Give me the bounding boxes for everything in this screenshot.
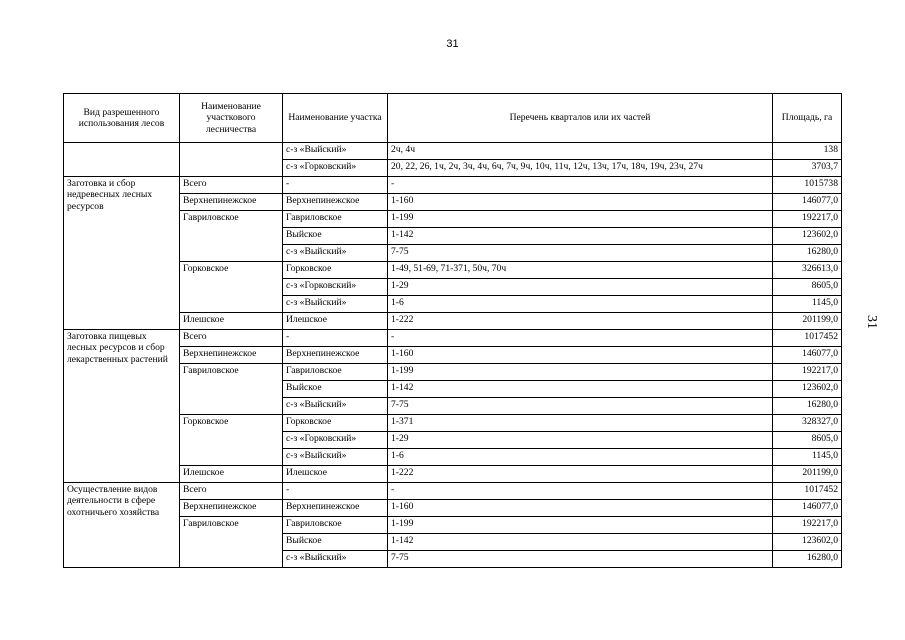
cell-quarters: 1-6 (388, 296, 773, 313)
cell-plot: - (283, 330, 388, 347)
header-area: Площадь, га (773, 94, 842, 143)
table-header-row (64, 94, 842, 143)
cell-quarters: 7-75 (388, 398, 773, 415)
cell-area: 1015738 (773, 177, 842, 194)
cell-area: 201199,0 (773, 313, 842, 330)
cell-district: Всего (180, 483, 283, 500)
cell-plot: Гавриловское (283, 517, 388, 534)
table-row (64, 483, 842, 500)
table-row (64, 143, 842, 160)
forest-use-table (63, 93, 842, 568)
cell-district: Горковское (180, 262, 283, 313)
cell-quarters: 1-222 (388, 466, 773, 483)
cell-quarters: 1-142 (388, 534, 773, 551)
cell-area: 1145,0 (773, 296, 842, 313)
cell-area: 16280,0 (773, 245, 842, 262)
cell-area: 146077,0 (773, 194, 842, 211)
cell-plot: с-з «Выйский» (283, 551, 388, 568)
cell-area: 1017452 (773, 483, 842, 500)
cell-plot: Гавриловское (283, 364, 388, 381)
cell-quarters: - (388, 330, 773, 347)
cell-quarters: 1-6 (388, 449, 773, 466)
table-row (64, 364, 842, 381)
header-plot: Наименование участка (283, 94, 388, 143)
cell-quarters: 1-199 (388, 364, 773, 381)
cell-area: 326613,0 (773, 262, 842, 279)
cell-quarters: 1-29 (388, 279, 773, 296)
table-row (64, 517, 842, 534)
cell-area: 201199,0 (773, 466, 842, 483)
cell-plot: - (283, 483, 388, 500)
cell-plot: с-з «Выйский» (283, 296, 388, 313)
cell-quarters: 1-142 (388, 228, 773, 245)
cell-plot: с-з «Выйский» (283, 398, 388, 415)
cell-quarters: 1-160 (388, 347, 773, 364)
cell-district: Горковское (180, 415, 283, 466)
cell-area: 192217,0 (773, 211, 842, 228)
cell-plot: с-з «Выйский» (283, 143, 388, 160)
table-row (64, 415, 842, 432)
cell-plot: Выйское (283, 534, 388, 551)
cell-plot: с-з «Выйский» (283, 449, 388, 466)
cell-plot: Гавриловское (283, 211, 388, 228)
cell-plot: Выйское (283, 381, 388, 398)
table-row (64, 347, 842, 364)
cell-quarters: 1-142 (388, 381, 773, 398)
cell-plot: Верхнепинежское (283, 347, 388, 364)
table-row (64, 262, 842, 279)
cell-area: 123602,0 (773, 534, 842, 551)
cell-district: Илешское (180, 466, 283, 483)
cell-area: 138 (773, 143, 842, 160)
header-usage-type: Вид разрешенного использования лесов (64, 94, 180, 143)
cell-plot: Выйское (283, 228, 388, 245)
cell-district: Всего (180, 177, 283, 194)
header-district: Наименование участкового лесничества (180, 94, 283, 143)
cell-plot: Горковское (283, 262, 388, 279)
table-row (64, 330, 842, 347)
cell-plot: - (283, 177, 388, 194)
cell-quarters: 7-75 (388, 551, 773, 568)
table-row (64, 194, 842, 211)
cell-district: Верхнепинежское (180, 194, 283, 211)
cell-quarters: 7-75 (388, 245, 773, 262)
cell-area: 192217,0 (773, 364, 842, 381)
cell-district: Верхнепинежское (180, 347, 283, 364)
cell-district (180, 143, 283, 177)
cell-district: Гавриловское (180, 517, 283, 568)
cell-area: 123602,0 (773, 228, 842, 245)
cell-usage: Заготовка и сбор недревесных лесных ресурсов (64, 177, 180, 330)
cell-usage (64, 143, 180, 177)
cell-plot: с-з «Выйский» (283, 245, 388, 262)
cell-plot: с-з «Горковский» (283, 279, 388, 296)
cell-district: Гавриловское (180, 364, 283, 415)
table-row (64, 466, 842, 483)
page-number-top: 31 (446, 38, 459, 50)
cell-area: 1145,0 (773, 449, 842, 466)
cell-quarters: 1-199 (388, 211, 773, 228)
cell-district: Гавриловское (180, 211, 283, 262)
cell-quarters: 1-160 (388, 194, 773, 211)
cell-district: Верхнепинежское (180, 500, 283, 517)
cell-area: 123602,0 (773, 381, 842, 398)
cell-district: Всего (180, 330, 283, 347)
cell-quarters: 1-222 (388, 313, 773, 330)
cell-quarters: 2ч, 4ч (388, 143, 773, 160)
cell-quarters: 20, 22, 26, 1ч, 2ч, 3ч, 4ч, 6ч, 7ч, 9ч, 10ч, 11ч, 12ч, 13ч, 17ч, 18ч, 19ч, 23ч, 27ч (388, 160, 773, 177)
page-number-side: 31 (864, 315, 879, 329)
cell-quarters: - (388, 483, 773, 500)
table-row (64, 313, 842, 330)
cell-quarters: 1-160 (388, 500, 773, 517)
cell-plot: Верхнепинежское (283, 194, 388, 211)
cell-area: 3703,7 (773, 160, 842, 177)
cell-plot: с-з «Горковский» (283, 160, 388, 177)
cell-area: 328327,0 (773, 415, 842, 432)
cell-district: Илешское (180, 313, 283, 330)
cell-plot: с-з «Горковский» (283, 432, 388, 449)
cell-usage: Осуществление видов деятельности в сфере охотничьего хозяйства (64, 483, 180, 568)
cell-area: 192217,0 (773, 517, 842, 534)
cell-area: 8605,0 (773, 432, 842, 449)
cell-area: 146077,0 (773, 347, 842, 364)
cell-plot: Илешское (283, 466, 388, 483)
cell-plot: Верхнепинежское (283, 500, 388, 517)
cell-area: 16280,0 (773, 398, 842, 415)
table-row (64, 500, 842, 517)
cell-quarters: 1-29 (388, 432, 773, 449)
cell-area: 146077,0 (773, 500, 842, 517)
table-row (64, 177, 842, 194)
cell-area: 8605,0 (773, 279, 842, 296)
cell-quarters: 1-49, 51-69, 71-371, 50ч, 70ч (388, 262, 773, 279)
cell-quarters: 1-199 (388, 517, 773, 534)
header-quarters: Перечень кварталов или их частей (388, 94, 773, 143)
cell-area: 16280,0 (773, 551, 842, 568)
cell-quarters: 1-371 (388, 415, 773, 432)
cell-plot: Горковское (283, 415, 388, 432)
cell-plot: Илешское (283, 313, 388, 330)
cell-area: 1017452 (773, 330, 842, 347)
cell-quarters: - (388, 177, 773, 194)
table-row (64, 211, 842, 228)
cell-usage: Заготовка пищевых лесных ресурсов и сбор лекарственных растений (64, 330, 180, 483)
